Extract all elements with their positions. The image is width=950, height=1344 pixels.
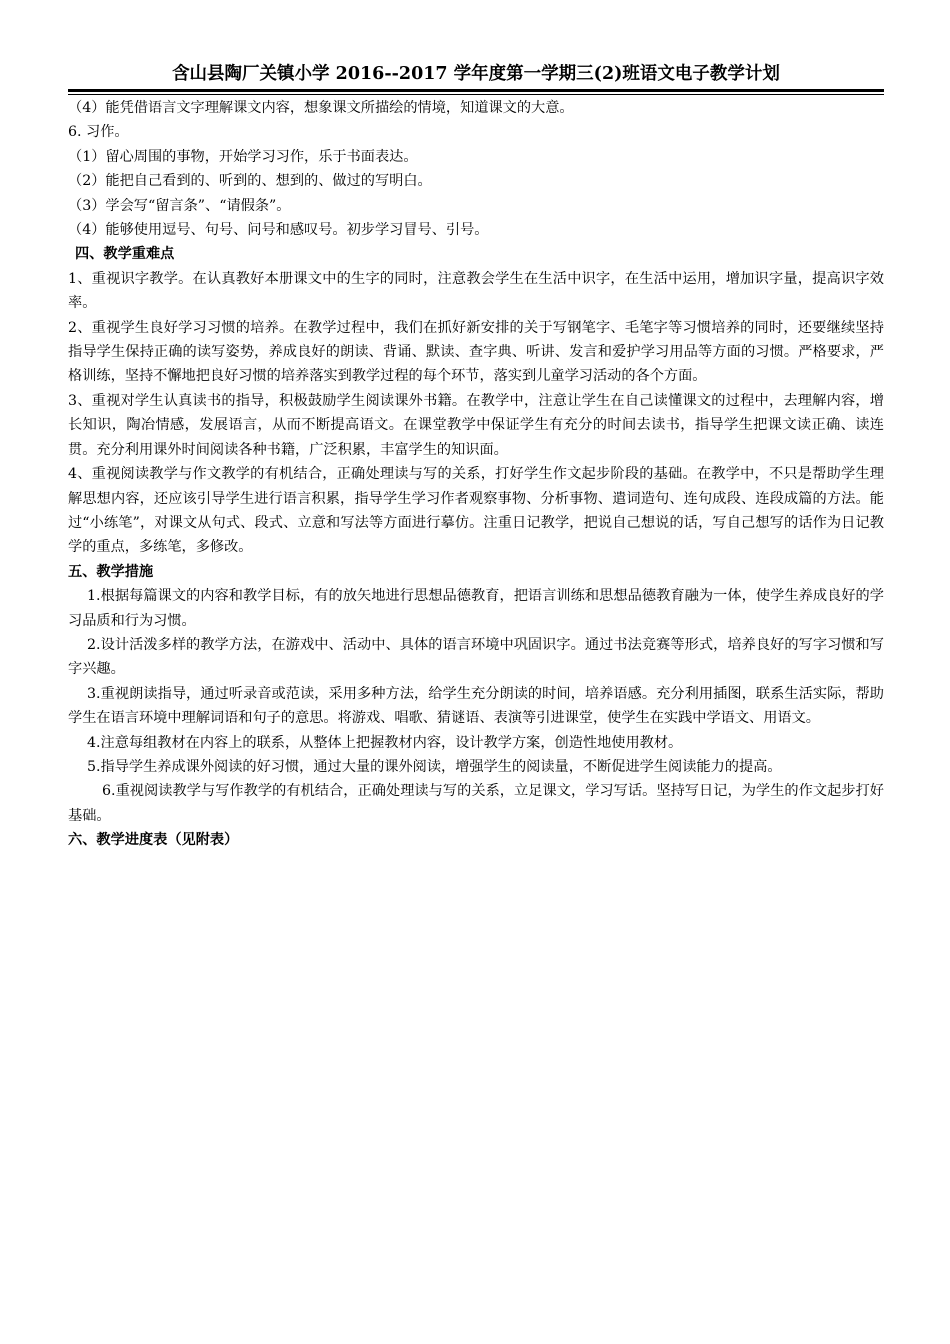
measure-item-6: 6.重视阅读教学与写作教学的有机结合，正确处理读与写的关系，立足课文，学习写话。坚持写日记，为学生的作文起步打好基础。 [68, 783, 884, 824]
writing-item-1: （1）留心周围的事物，开始学习习作，乐于书面表达。 [68, 148, 418, 165]
goal-item-4: （4）能凭借语言文字理解课文内容，想象课文所描绘的情境，知道课文的大意。 [68, 100, 574, 116]
difficulty-item-3: 3、重视对学生认真读书的指导，积极鼓励学生阅读课外书籍。在教学中，注意让学生在自己读懂课文的过程中，去理解内容，增长知识，陶冶情感，发展语言，从而不断提高语文。在课堂教学中保证学生有充分的时间去读书，指导学生把课文读正确、读连贯。充分利用课外时间阅读各种书籍，广泛积累，丰富学生的知识面。 [68, 392, 884, 458]
measure-item-1: 1.根据每篇课文的内容和教学目标，有的放矢地进行思想品德教育，把语言训练和思想品德教育融为一体，使学生养成良好的学习品质和行为习惯。 [68, 588, 884, 629]
writing-item-4: （4）能够使用逗号、句号、问号和感叹号。初步学习冒号、引号。 [68, 222, 489, 239]
section-heading-difficulties: 四、教学重难点 [75, 246, 175, 263]
difficulty-item-1: 1、重视识字教学。在认真教好本册课文中的生字的同时，注意教会学生在生活中识字，在生活中运用，增加识字量，提高识字效率。 [68, 270, 884, 312]
measure-item-3: 3.重视朗读指导，通过听录音或范读，采用多种方法，给学生充分朗读的时间，培养语感。充分利用插图，联系生活实际，帮助学生在语言环境中理解词语和句子的意思。将游戏、唱歌、猜谜语、表演等引进课堂，使学生在实践中学语文、用语文。 [68, 685, 884, 727]
section-heading-measures: 五、教学措施 [68, 563, 154, 580]
difficulty-item-4: 4、重视阅读教学与作文教学的有机结合，正确处理读与写的关系，打好学生作文起步阶段的基础。在教学中，不只是帮助学生理解思想内容，还应该引导学生进行语言积累，指导学生学习作者观察事物、分析事物、遣词造句、连句成段、连段成篇的方法。能过“小练笔”，对课文从句式、段式、立意和写法等方面进行摹仿。注重日记教学，把说自己想说的话，写自己想写的话作为日记教学的重点，多练笔，多修改。 [68, 466, 884, 556]
difficulty-item-2: 2、重视学生良好学习习惯的培养。在教学过程中，我们在抓好新安排的关于写钢笔字、毛笔字等习惯培养的同时，还要继续坚持指导学生保持正确的读写姿势，养成良好的朗读、背诵、默读、查字典、听讲、发言和爱护学习用品等方面的习惯。严格要求，严格训练，坚持不懈地把良好习惯的培养落实到教学过程的每个环节，落实到儿童学习活动的各个方面。 [68, 319, 884, 385]
writing-heading: 6. 习作。 [68, 124, 129, 141]
measure-item-4: 4.注意每组教材在内容上的联系，从整体上把握教材内容，设计教学方案，创造性地使用教材。 [87, 734, 683, 751]
document-page [68, 62, 884, 853]
writing-item-3: （3）学会写“留言条”、“请假条”。 [68, 197, 291, 214]
measure-item-5: 5.指导学生养成课外阅读的好习惯，通过大量的课外阅读，增强学生的阅读量，不断促进学生阅读能力的提高。 [87, 758, 782, 775]
page-title: 含山县陶厂关镇小学 2016--2017 学年度第一学期三(2)班语文电子教学计划 [172, 64, 780, 84]
measure-item-2: 2.设计活泼多样的教学方法，在游戏中、活动中、具体的语言环境中巩固识字。通过书法竞赛等形式，培养良好的写字习惯和写字兴趣。 [68, 636, 884, 678]
header-rule-thin [68, 94, 884, 95]
section-heading-schedule: 六、教学进度表（见附表） [68, 832, 239, 849]
writing-item-2: （2）能把自己看到的、听到的、想到的、做过的写明白。 [68, 173, 432, 190]
document-body [68, 96, 884, 853]
header-rule-thick [68, 89, 884, 92]
